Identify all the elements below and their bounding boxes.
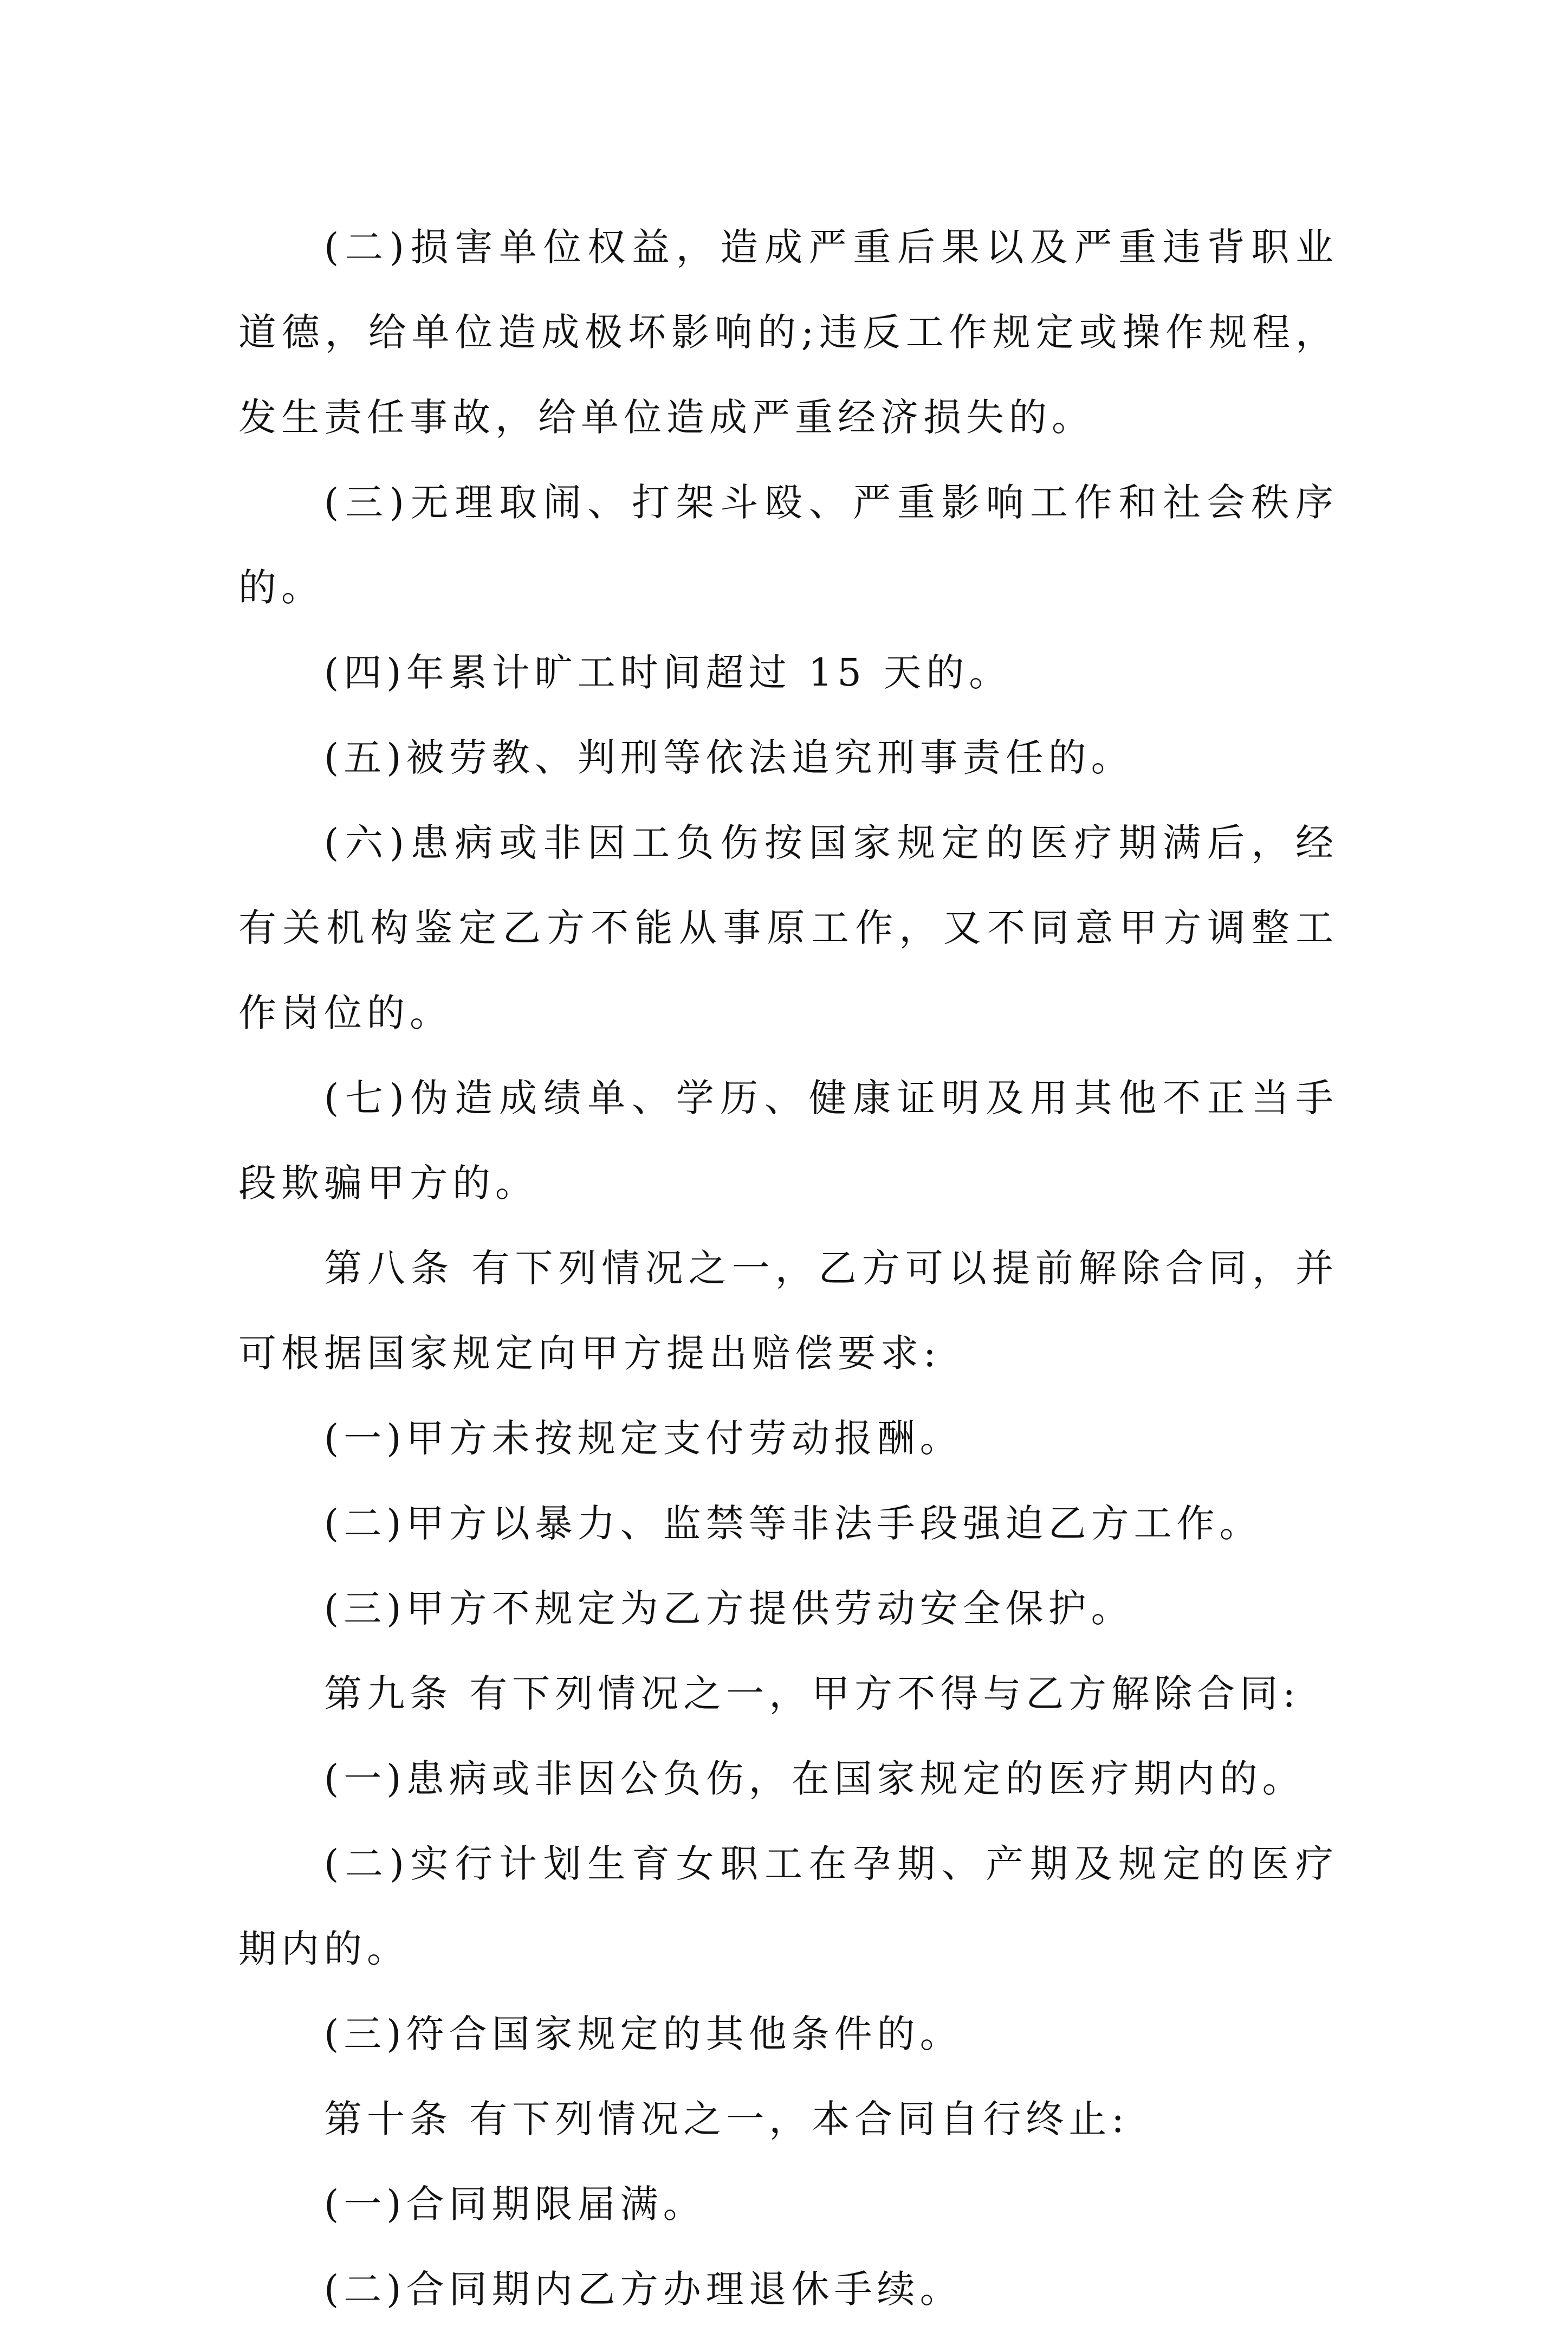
clause-7-item-2: (二)损害单位权益，造成严重后果以及严重违背职业道德，给单位造成极坏影响的;违反工作规定或操作规程，发生责任事故，给单位造成严重经济损失的。 — [238, 225, 1338, 440]
article-8-item-2: (二)甲方以暴力、监禁等非法手段强迫乙方工作。 — [324, 1501, 1262, 1546]
article-10-item-2: (二)合同期内乙方办理退休手续。 — [324, 2267, 963, 2311]
document-body — [238, 205, 1338, 2332]
clause-7-item-7: (七)伪造成绩单、学历、健康证明及用其他不正当手段欺骗甲方的。 — [238, 1076, 1338, 1205]
article-9-item-3: (三)符合国家规定的其他条件的。 — [324, 2012, 963, 2056]
article-8-item-3: (三)甲方不规定为乙方提供劳动安全保护。 — [324, 1586, 1134, 1631]
article-8-heading: 第八条 有下列情况之一，乙方可以提前解除合同，并可根据国家规定向甲方提出赔偿要求: — [238, 1246, 1338, 1375]
article-10-item-1: (一)合同期限届满。 — [324, 2182, 706, 2226]
clause-7-item-4: (四)年累计旷工时间超过 15 天的。 — [324, 650, 1012, 695]
article-8-item-1: (一)甲方未按规定支付劳动报酬。 — [324, 1416, 963, 1461]
article-9-item-2: (二)实行计划生育女职工在孕期、产期及规定的医疗期内的。 — [238, 1842, 1338, 1971]
article-9-heading: 第九条 有下列情况之一，甲方不得与乙方解除合同: — [324, 1671, 1300, 1716]
clause-7-item-5: (五)被劳教、判刑等依法追究刑事责任的。 — [324, 735, 1134, 780]
article-9-item-1: (一)患病或非因公负伤，在国家规定的医疗期内的。 — [324, 1756, 1305, 1801]
clause-7-item-6: (六)患病或非因工负伤按国家规定的医疗期满后，经有关机构鉴定乙方不能从事原工作，又不同意甲方调整工作岗位的。 — [238, 821, 1338, 1035]
clause-7-item-3: (三)无理取闹、打架斗殴、严重影响工作和社会秩序的。 — [238, 480, 1338, 610]
article-10-heading: 第十条 有下列情况之一，本合同自行终止: — [324, 2097, 1129, 2141]
